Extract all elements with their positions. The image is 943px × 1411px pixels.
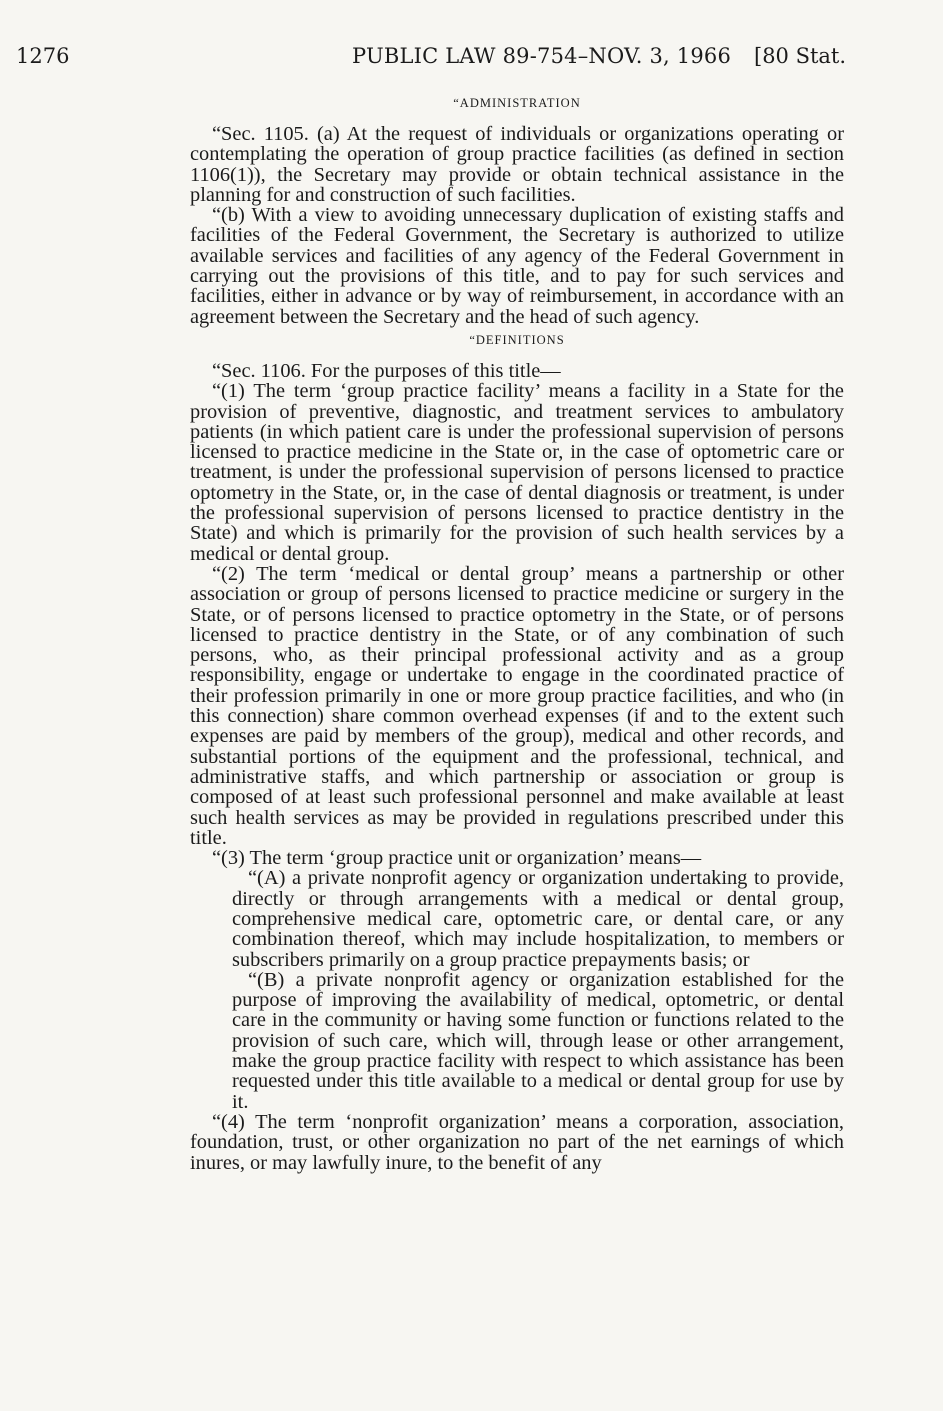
paragraph-sec-1105-b: “(b) With a view to avoiding unnecessary duplication of existing staffs and facilities of the Federal Government, the Secretary is authorized to utilize available services and facilities of any agency of the Federal Government in carrying out the provisions of this title, and to pay for such services and facilities, either in advance or by way of reimbursement, in accordance with an agreement between the Secretary and the head of such agency. — [190, 204, 844, 328]
section-heading-definitions: “DEFINITIONS — [469, 332, 565, 347]
document-body — [190, 90, 844, 1173]
section-heading-administration: “ADMINISTRATION — [453, 96, 581, 110]
paragraph-definition-3a: “(A) a private nonprofit agency or organization undertaking to provide, directly or through arrangements with a medical or dental group, comprehensive medical care, optometric care, or dental care, or any combination thereof, which may include hospitalization, to members or subscribers primarily on a group practice prepayments basis; or — [232, 867, 844, 971]
running-title: PUBLIC LAW 89-754–NOV. 3, 1966 — [352, 44, 732, 68]
page-header — [0, 44, 943, 74]
paragraph-definition-2: “(2) The term ‘medical or dental group’ means a partnership or other association or group of persons licensed to practice medicine or surgery in the State, or of persons licensed to practice optometry in the State, or of persons licensed to practice dentistry in the State, or of any combination of such persons, who, as their principal professional activity and as a group responsibility, engage or undertake to engage in the coordinated practice of their profession primarily in one or more group practice facilities, and who (in this connection) share common overhead expenses (if and to the extent such expenses are paid by members of the group), medical and other records, and substantial portions of the equipment and the professional, technical, and administrative staffs, and which partnership or association or group is composed of at least such professional personnel and make available at least such health services as may be provided in regulations prescribed under this title. — [190, 562, 844, 849]
page-number: 1276 — [16, 44, 70, 68]
paragraph-definition-3b: “(B) a private nonprofit agency or organization established for the purpose of improving the availability of medical, optometric, or dental care in the community or having some function or functions related to the provision of such care, which will, through lease or other arrangement, make the group practice facility with respect to which assistance has been requested under this title available to a medical or dental group for use by it. — [232, 968, 844, 1113]
paragraph-definition-1: “(1) The term ‘group practice facility’ means a facility in a State for the provision of preventive, diagnostic, and treatment services to ambulatory patients (in which patient care is under the professional supervision of persons licensed to practice medicine in the State or, in the case of optometric care or treatment, is under the professional supervision of persons licensed to practice optometry in the State, or, in the case of dental diagnosis or treatment, is under the professional supervision of persons licensed to practice dentistry in the State) and which is primarily for the provision of such health services by a medical or dental group. — [190, 380, 844, 565]
paragraph-definition-3: “(3) The term ‘group practice unit or organization’ means— — [212, 847, 702, 870]
paragraph-definition-4: “(4) The term ‘nonprofit organization’ means a corporation, association, foundation, trust, or other organization no part of the net earnings of which inures, or may lawfully inure, to the benefit of any — [190, 1110, 844, 1174]
paragraph-sec-1105-a: “Sec. 1105. (a) At the request of individuals or organizations operating or contemplating the operation of group practice facilities (as defined in section 1106(1)), the Secretary may provide or obtain technical assistance in the planning for and construction of such facilities. — [190, 123, 844, 206]
statute-reference: [80 Stat. — [754, 44, 847, 68]
paragraph-sec-1106: “Sec. 1106. For the purposes of this title— — [212, 359, 561, 382]
